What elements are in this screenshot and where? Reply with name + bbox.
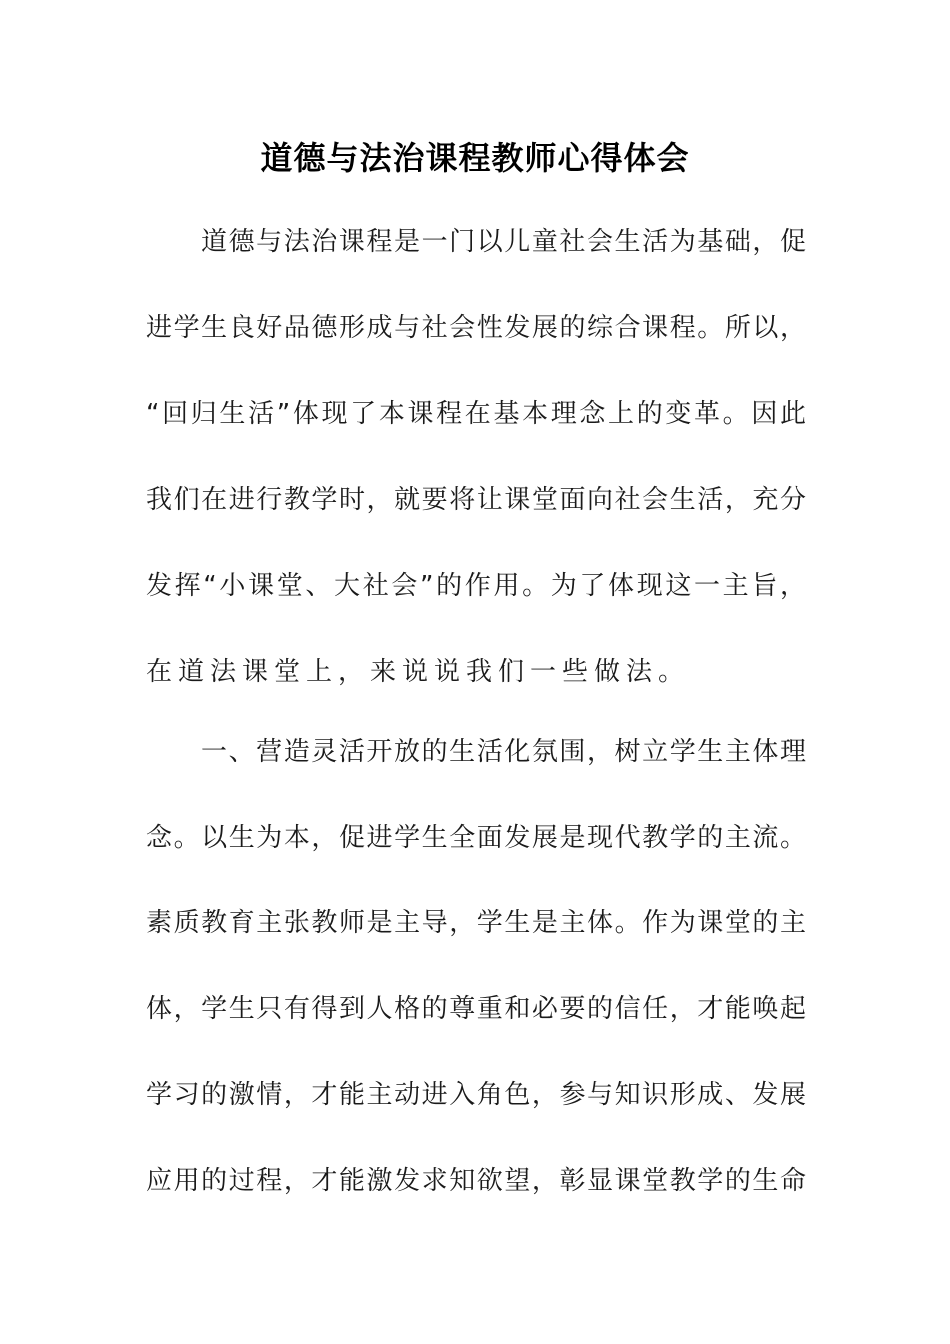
paragraph-1-line-1: 道德与法治课程是一门以儿童社会生活为基础，促 — [201, 227, 806, 257]
paragraph-2-line-5: 学习的激情，才能主动进入角色，参与知识形成、发展 — [146, 1080, 806, 1110]
paragraph-1-line-6: 在道法课堂上，来说说我们一些做法。 — [146, 657, 691, 687]
paragraph-2-line-4: 体，学生只有得到人格的尊重和必要的信任，才能唤起 — [146, 994, 806, 1024]
paragraph-1-line-3: “回归生活”体现了本课程在基本理念上的变革。因此 — [146, 399, 806, 429]
paragraph-1-line-4: 我们在进行教学时，就要将让课堂面向社会生活，充分 — [146, 485, 806, 515]
paragraph-2-line-2: 念。以生为本，促进学生全面发展是现代教学的主流。 — [146, 823, 806, 853]
paragraph-2-line-1: 一、营造灵活开放的生活化氛围，树立学生主体理 — [201, 737, 806, 767]
paragraph-2-line-3: 素质教育主张教师是主导，学生是主体。作为课堂的主 — [146, 908, 806, 938]
paragraph-1-line-2: 进学生良好品德形成与社会性发展的综合课程。所以， — [146, 313, 806, 343]
paragraph-2-line-6: 应用的过程，才能激发求知欲望，彰显课堂教学的生命 — [146, 1166, 806, 1196]
document-title: 道德与法治课程教师心得体会 — [260, 139, 690, 177]
paragraph-1-line-5: 发挥“小课堂、大社会”的作用。为了体现这一主旨， — [146, 571, 806, 601]
